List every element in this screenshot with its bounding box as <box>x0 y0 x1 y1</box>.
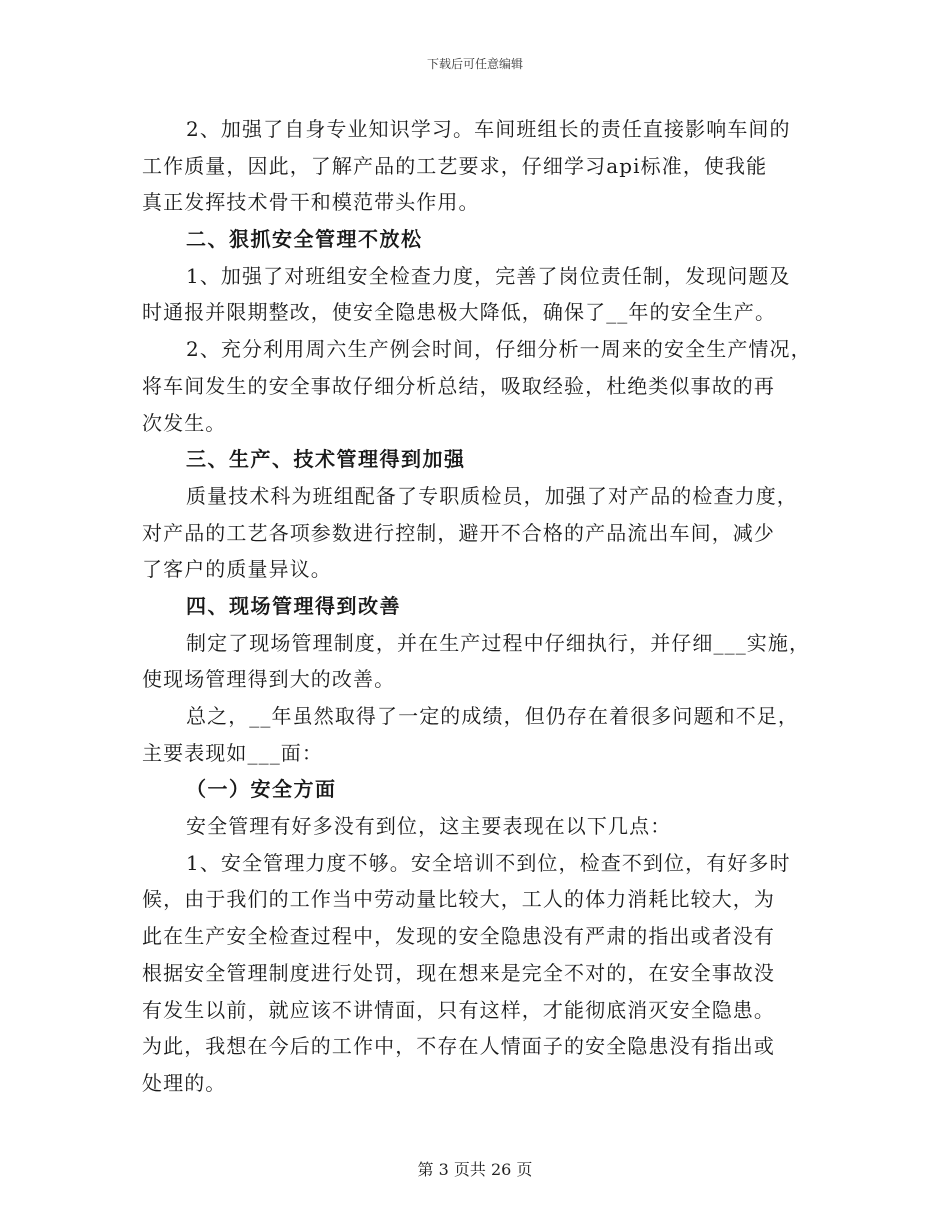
text-line: 次发生。 <box>142 410 227 435</box>
text-line: 总之，__年虽然取得了一定的成绩，但仍存在着很多问题和不足， <box>186 704 799 728</box>
text-line: 了客户的质量异议。 <box>142 557 332 582</box>
text-line: 使现场管理得到大的改善。 <box>142 667 396 692</box>
text-line: 真正发挥技术骨干和模范带头作用。 <box>142 190 480 215</box>
section-heading: 三、生产、技术管理得到加强 <box>186 447 466 472</box>
page-header: 下载后可任意编辑 <box>426 57 523 71</box>
text-line: 此在生产安全检查过程中，发现的安全隐患没有严肃的指出或者没有 <box>142 924 775 949</box>
text-line: 根据安全管理制度进行处罚，现在想来是完全不对的，在安全事故没 <box>142 960 775 985</box>
text-line: 为此，我想在今后的工作中，不存在人情面子的安全隐患没有指出或 <box>142 1034 775 1059</box>
text-line: 2、加强了自身专业知识学习。车间班组长的责任直接影响车间的 <box>186 117 791 141</box>
text-line: 时通报并限期整改，使安全隐患极大降低，确保了__年的安全生产。 <box>142 300 777 325</box>
text-line: 安全管理有好多没有到位，这主要表现在以下几点： <box>186 814 672 839</box>
text-line: 1、安全管理力度不够。安全培训不到位，检查不到位，有好多时 <box>186 850 791 875</box>
text-line: 处理的。 <box>142 1070 227 1095</box>
page-footer: 第 3 页共 26 页 <box>417 1160 533 1179</box>
text-line: 质量技术科为班组配备了专职质检员，加强了对产品的检查力度， <box>186 483 798 508</box>
text-line: 将车间发生的安全事故仔细分析总结，吸取经验，杜绝类似事故的再 <box>142 373 775 398</box>
text-line: 对产品的工艺各项参数进行控制，避开不合格的产品流出车间，减少 <box>142 520 775 545</box>
text-line: 1、加强了对班组安全检查力度，完善了岗位责任制，发现问题及 <box>186 263 791 288</box>
text-line: 制定了现场管理制度，并在生产过程中仔细执行，并仔细___实施， <box>186 630 811 655</box>
text-line: 候，由于我们的工作当中劳动量比较大，工人的体力消耗比较大，为 <box>142 887 775 912</box>
section-heading: 四、现场管理得到改善 <box>186 593 401 618</box>
text-line: 工作质量，因此，了解产品的工艺要求，仔细学习api标准，使我能 <box>142 153 768 178</box>
text-line: 有发生以前，就应该不讲情面，只有这样，才能彻底消灭安全隐患。 <box>142 997 775 1022</box>
section-heading: （一）安全方面 <box>186 777 337 802</box>
document-body <box>142 111 812 1102</box>
text-line: 2、充分利用周六生产例会时间，仔细分析一周来的安全生产情况， <box>186 337 812 362</box>
section-heading: 二、狠抓安全管理不放松 <box>186 227 423 252</box>
text-line: 主要表现如___面： <box>142 740 323 765</box>
